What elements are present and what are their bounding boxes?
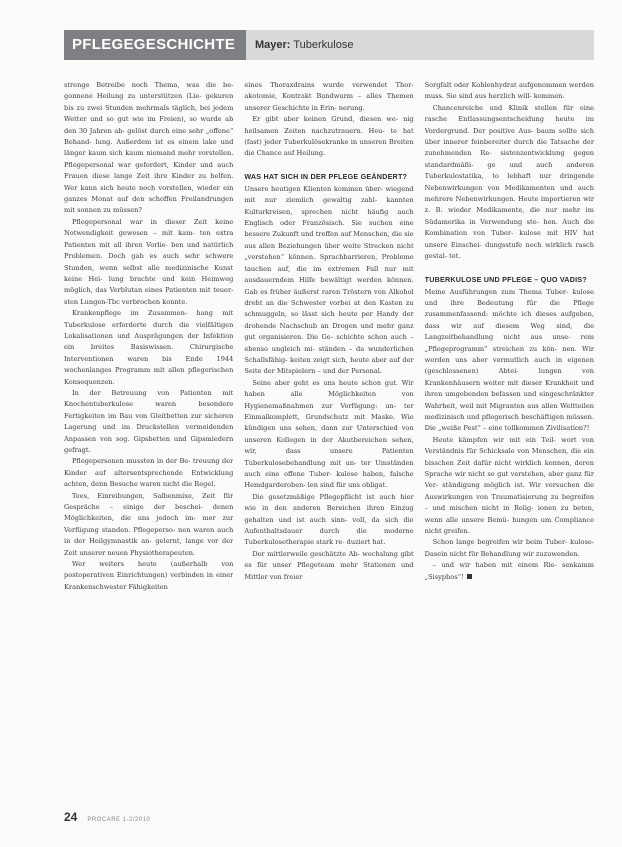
- section-heading: TUBERKULOSE UND PFLEGE – QUO VADIS?: [424, 274, 587, 284]
- paragraph: Heute kämpfen wir mit ein Teil- wort von Verständnis für Schicksale von Menschen, die ein bisschen Zeit dafür nicht wirklich kennen, deren Sprache wir nicht so gut verstehen, aber ganz für Ver- ständigung möglich ist. Wir versuchen die Auswirkungen von Traumatisierung zu begreifen – und mischen nicht in Relig- ionen zu beten, wenn alle unsere Bemü- hungen um Compliance nicht greifen.: [424, 435, 594, 536]
- paragraph: Wer weiters heute (außerhalb von postoperativen Einrichtungen) verbinden in einer Krankenschwester Fähigkeiten: [64, 560, 234, 591]
- article-topic: Tuberkulose: [293, 39, 354, 51]
- paragraph: Sorgfalt oder Kohlenhydrat aufgenommen werden muss. Sie sind aus herzlich will- kommen.: [424, 81, 594, 101]
- paragraph: Pflegepersonal war in dieser Zeit keine Notwendigkeit gewesen – mit kam- ten extra Patienten mit all ihren Vorlie- ben und natürlich Problemen. Doch gab es auch sehr schwere Stunden, wenn selbst alle medizinische Kunst keine Hei- lung brachte und kein Heimweg möglich, das Verblutan eines Patienten mit teuer- sten Lungen-Tbc verbrochen konnte.: [64, 217, 234, 306]
- section-heading: WAS HAT SICH IN DER PFLEGE GEÄNDERT?: [244, 171, 408, 181]
- article-running-head: [246, 30, 594, 60]
- column-1: [64, 80, 233, 800]
- page-footer: [64, 810, 150, 824]
- paragraph: Chancenreiche und Klinik stellen für eine rasche Entlassungsentscheidung heute im Vordergrund. Der positive Aus- baum sollte sich über innerer feinbereiter durch die Tatsache der zunehmenden Re- sistenzentwicklung gegen standardmäßi- ge und auch anderen Tuberkulostatika, to lebhaft nur dringende Nebenwirkungen von Medikamenten und auch mehrere Nebenwirkungen. Heute importieren wir z. B. wieder Medikamente, die nur mehr im Südamerika in Verwendung ste- hen. Auch die Kombination von Tuber- kulose mit HIV hat unsere Einschei- dungsstufe noch wirklich rasch gestal- tet.: [424, 103, 594, 261]
- paragraph: eines Thoraxdrains wurde verwendet Thor- akotomie, Kontrakt Bandwurm – alles Themen unserer Geschichte in Erin- nerung.: [244, 81, 414, 112]
- paragraph: Der mittlerweile geschätzte Ab- wechslung gibt es für unser Pflegeteam mehr Stationen und Mittler von freier: [244, 549, 414, 581]
- paragraph: Er gibt aber keinen Grund, diesen we- nig heilsamen Zeiten nachzutrauern. Heu- te hat (fast) jeder Tuberkulösekranke in unseren Breiten die Chance auf Heilung.: [244, 115, 414, 158]
- closing-line: – und wir haben mit einem Rie- senkamm „Sisyphos“!: [424, 561, 594, 581]
- article-body: [64, 80, 594, 800]
- column-3: [425, 80, 594, 800]
- article-author: Mayer:: [255, 39, 291, 51]
- paragraph: Die gesetzmäßige Pflegepflicht ist auch hier wie in den anderen Bereichen ihren Einzug gehalten und ist auch sinn- voll, da sich die Aufenthaltsdauer durch die moderne Tuberkulosetherapie stark re- duziert hat.: [244, 492, 414, 547]
- section-title: PFLEGEGESCHICHTE: [64, 30, 246, 60]
- paragraph: strenge Betreibe noch Thema, was die be- gonnene Heilung zu unterstützen (Lie- gekuren bis zu zwei Stunden mehrmals täglich, bei jedem Wetter und so gut wie im Freien), so wurde ab den 30 Jahren ab- gelöst durch eine sehr „offene“ Behand- lung. Außerdem ist es einem lake und länger kaum sich kaum niemand mehr vorstellen. Pflegepersonal war gefordert, Kinder und auch Frauen diese lange Zeit ihre Kinder zu helfen. Wer kann sich heute noch vorstellen, wieder ein ganzes Monat auf den schoffen Freilandrungen mit sonnen zu müssen?: [64, 81, 234, 215]
- paragraph: Meine Ausführungen zum Thema Tuber- kulose und ihre Bedeutung für die Pflege zusammenfassend: möchte ich dieses aufgeben, dass wir auf diesem Weg sind, die Langzeitbehandlung nicht aus unse- rem „Pflegeprogramm“ streichen zu kön- nen. Wir werden uns aber vermutlich auch in eigenen (geschlossenen) Abtei- lungen von Krankenhäusern weiter mit dieser Krankheit und ihren umgebenden befassen und eingeschränkter Wahrheit, weil mit Migranten aus allen Weltteilen medizinisch und pflegerisch beschäftigen müssen. Die „weiße Pest“ – eine tollkommen Zivilisation?!: [424, 287, 594, 433]
- end-mark-icon: [467, 574, 472, 579]
- page-header: [64, 30, 594, 60]
- paragraph: Schon lange begreifen wir beim Tuber- kulose-Dasein nicht für Behandlung wir zuzuwenden.: [424, 538, 594, 558]
- paragraph: Unsere heutigen Klienten kommen über- wiegend mit nur ziemlich gewaltig zahl- kannten Kulturkreisen, sprechen nicht häufig auch Englisch oder Französisch. Sie suchen eine bessere Zukunft und treffen auf Menschen, die sie aus allen Beziehungen über weite Strecken nicht „verstehen“ können. Sprachbarrieren, Probleme tauchen auf, die im extremen Fall nur mit ausdauerndem Hilfe bewältigt werden können. Gab es früher äußerst raren Tröstern von Alkohol dreht an die Schwester vorbei at den Kasten zu schmuggeln, so lässt sich heute per Handy der drohende Nachschub an Drogen und mehr ganz gut organisieren. Die Ge- schichte schon auch – ebenso ungleich mi- ständen – da wunderlichen Schallsfähig- keiten zeigt sich, heute aber auf der Seite der Mitspielern – und der Personal.: [244, 184, 414, 376]
- paragraph: Seine aber geht es uns heute schon gut. Wir haben alle Möglichkeiten von Hygienemaßnahmen zur Verfügung: un- ter Einmalkomplett, Grundschutz mit Maske. Wie kündigen uns sehen, dann zur Unterschied von unseren Kollegen in der Akutbereichen sehen, wir, dass unsere Patienten Tuberkulosebehandlung mit un- ter Umständen auch eine offene Tuber- kulose haben, falsche Hemdgarderoben- len sind für uns obligat.: [244, 378, 414, 490]
- paragraph: In der Betreuung von Patienten mit Knochentuberkulose waren besondere Fertigkeiten im Bau von Gleitbetten zur sicheren Lagerung und im Druckstellen vermeidenden Anpassen von sog. Gipsbetten und Gipsmiedern gefragt.: [64, 388, 234, 454]
- paragraph: Tees, Einreibungen, Salbenmixe, Zeit für Gespräche – einige der beschei- denen Möglichkeiten, die uns jedoch im- mer zur Verfügung standen. Pflegeperso- nen waren auch in der Heilgymnastik an- gelernt, lange vor der Zeit unserer neuen Physiotherapeuten.: [64, 491, 234, 557]
- paragraph: Krankenpflege im Zusammen- hang mit Tuberkulose erforderte durch die vielfältigen Lokalisationen und Ausprägungen der Infektion ein breites Basiswissen. Chirurgische Interventionen waren bis Ende 1944 wochenlanges Programm mit allen pflegerischen Konsequenzen.: [64, 309, 234, 386]
- paragraph: [425, 560, 594, 583]
- paragraph: Pflegepersonen mussten in der Be- treuung der Kinder auf altersentsprechende Entwicklung achten, denn Besuche waren nicht die Regel.: [64, 457, 234, 489]
- page-number: 24: [64, 810, 78, 824]
- column-2: [244, 80, 413, 800]
- publication-name: PROCARE 1-2/2010: [87, 817, 151, 823]
